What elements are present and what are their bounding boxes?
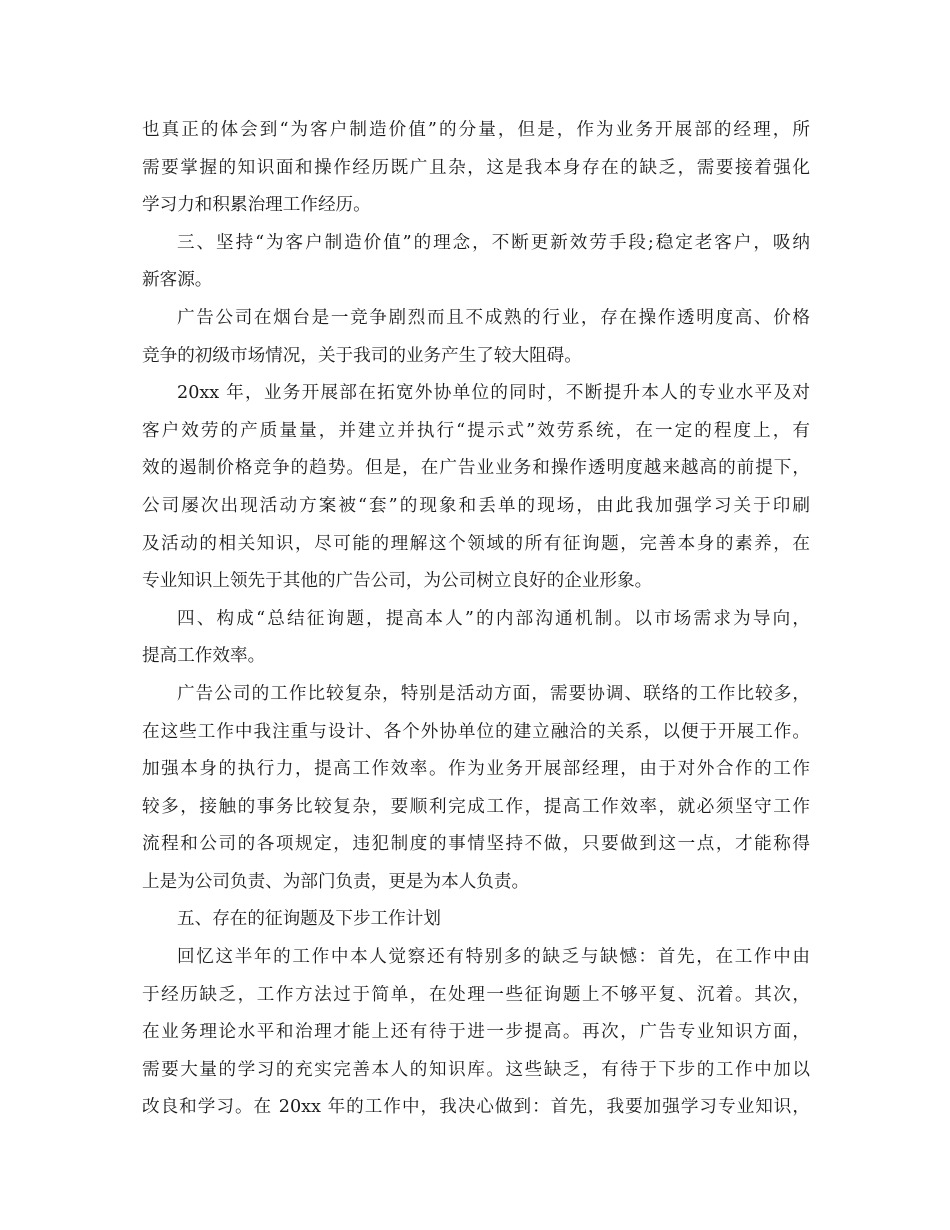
text-line: 20xx 年，业务开展部在拓宽外协单位的同时，不断提升本人的专业水平及对 bbox=[177, 383, 810, 404]
text-line: 新客源。 bbox=[142, 270, 213, 291]
text-line: 回忆这半年的工作中本人觉察还有特别多的缺乏与缺憾：首先，在工作中由 bbox=[177, 947, 810, 968]
text-line: 改良和学习。在 20xx 年的工作中，我决心做到：首先，我要加强学习专业知识， bbox=[142, 1097, 810, 1118]
text-line: 广告公司的工作比较复杂，特别是活动方面，需要协调、联络的工作比较多， bbox=[177, 683, 810, 704]
text-line: 在业务理论水平和治理才能上还有待于进一步提高。再次，广告专业知识方面， bbox=[142, 1022, 810, 1043]
text-line: 在这些工作中我注重与设计、各个外协单位的建立融洽的关系，以便于开展工作。 bbox=[142, 721, 810, 742]
text-line: 四、构成“总结征询题，提高本人”的内部沟通机制。以市场需求为导向， bbox=[177, 608, 810, 629]
document-body bbox=[142, 112, 810, 1127]
text-line: 流程和公司的各项规定，违犯制度的事情坚持不做，只要做到这一点，才能称得 bbox=[142, 834, 810, 855]
text-line: 需要掌握的知识面和操作经历既广且杂，这是我本身存在的缺乏，需要接着强化 bbox=[142, 157, 810, 178]
text-line: 学习力和积累治理工作经历。 bbox=[142, 195, 371, 216]
text-line: 公司屡次出现活动方案被“套”的现象和丢单的现场，由此我加强学习关于印刷 bbox=[142, 495, 810, 516]
text-line: 客户效劳的产质量量，并建立并执行“提示式”效劳系统，在一定的程度上，有 bbox=[142, 420, 810, 441]
text-line: 广告公司在烟台是一竞争剧烈而且不成熟的行业，存在操作透明度高、价格 bbox=[177, 307, 810, 328]
text-line: 专业知识上领先于其他的广告公司，为公司树立良好的企业形象。 bbox=[142, 571, 653, 592]
text-line: 效的遏制价格竞争的趋势。但是，在广告业业务和操作透明度越来越高的前提下， bbox=[142, 458, 810, 479]
text-line: 上是为公司负责、为部门负责，更是为本人负责。 bbox=[142, 871, 530, 892]
text-line: 加强本身的执行力，提高工作效率。作为业务开展部经理，由于对外合作的工作 bbox=[142, 759, 810, 780]
text-line: 需要大量的学习的充实完善本人的知识库。这些缺乏，有待于下步的工作中加以 bbox=[142, 1059, 810, 1080]
text-line: 也真正的体会到“为客户制造价值”的分量，但是，作为业务开展部的经理，所 bbox=[142, 120, 810, 140]
text-line: 于经历缺乏，工作方法过于简单，在处理一些征询题上不够平复、沉着。其次， bbox=[142, 984, 810, 1005]
text-line: 及活动的相关知识，尽可能的理解这个领域的所有征询题，完善本身的素养，在 bbox=[142, 533, 810, 554]
text-line: 竞争的初级市场情况，关于我司的业务产生了较大阻碍。 bbox=[142, 345, 582, 366]
text-line: 提高工作效率。 bbox=[142, 646, 266, 667]
text-line: 较多，接触的事务比较复杂，要顺利完成工作，提高工作效率，就必须坚守工作 bbox=[142, 796, 810, 817]
text-line: 三、坚持“为客户制造价值”的理念，不断更新效劳手段;稳定老客户，吸纳 bbox=[177, 232, 810, 253]
text-line: 五、存在的征询题及下步工作计划 bbox=[177, 909, 441, 930]
